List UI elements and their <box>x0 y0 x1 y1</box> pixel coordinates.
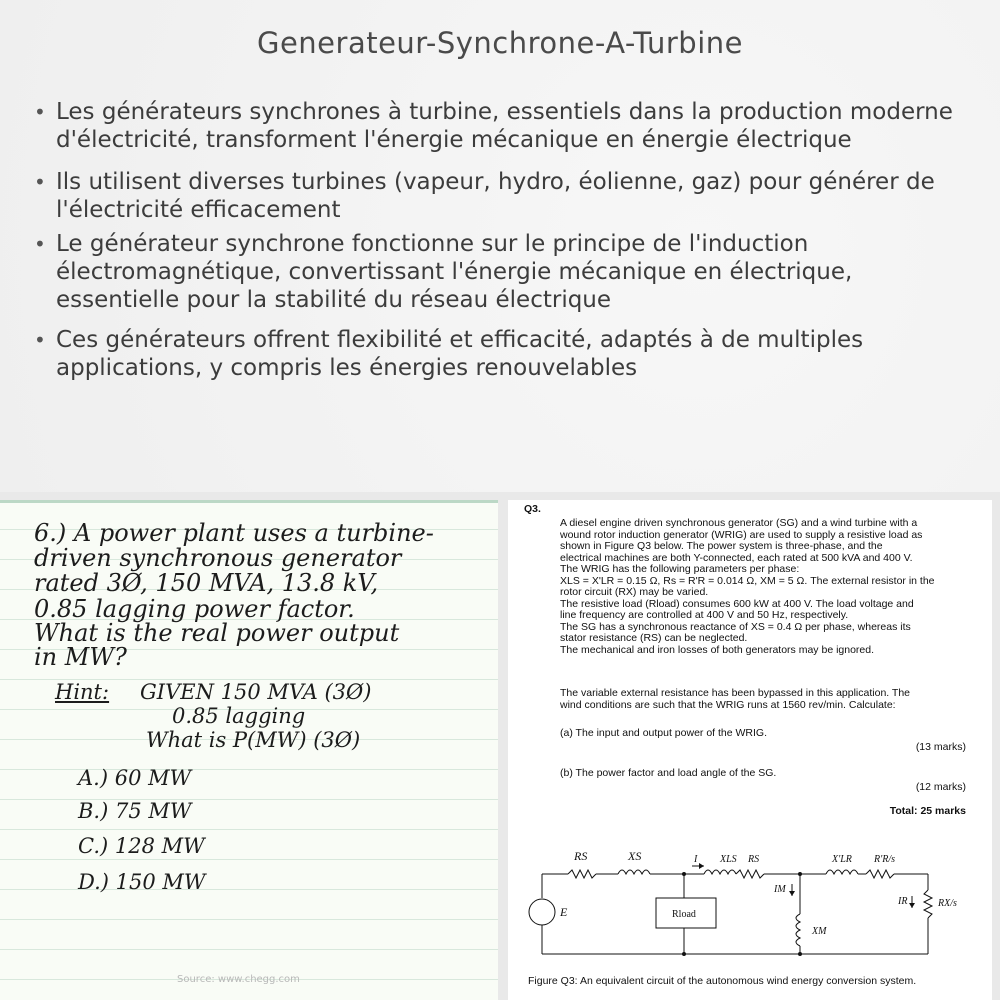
label-rs2: RS <box>748 854 760 865</box>
notebook-top-rule <box>0 500 498 503</box>
paragraph-line: A diesel engine driven synchronous generator (SG) and a wind turbine with a <box>560 517 918 529</box>
exam-question-sheet <box>508 500 992 1000</box>
answer-option: A.) 60 MW <box>78 766 192 790</box>
answer-option: D.) 150 MW <box>78 870 206 894</box>
resistor-rr <box>866 870 894 878</box>
question-paragraph-2 <box>560 688 970 711</box>
resistor-rs2 <box>736 870 764 878</box>
paragraph-line: rotor circuit (RX) may be varied. <box>560 586 709 598</box>
paragraph-line: The resistive load (Rload) consumes 600 kW at 400 V. The load voltage and <box>560 597 914 610</box>
paragraph-line: The SG has a synchronous reactance of XS = 0.4 Ω per phase, whereas its <box>560 620 911 633</box>
question-number: Q3. <box>524 503 541 515</box>
inductor-xm <box>796 914 800 946</box>
label-xls: XLS <box>720 854 737 865</box>
hint-line: What is P(MW) (3Ø) <box>146 728 361 752</box>
label-rr: R'R/s <box>874 854 896 865</box>
page-title: Generateur-Synchrone-A-Turbine <box>256 26 743 60</box>
answer-option: B.) 75 MW <box>78 799 192 823</box>
marks-a: (13 marks) <box>915 741 966 753</box>
label-ir: IR <box>898 896 908 907</box>
paragraph-line: The variable external resistance has been bypassed in this application. The <box>560 687 911 699</box>
question-line: rated 3Ø, 150 MVA, 13.8 kV, <box>34 569 379 597</box>
bullet-list <box>26 98 976 382</box>
label-xs: XS <box>628 849 642 863</box>
question-line: 0.85 lagging power factor. <box>34 595 355 623</box>
resistor-rx <box>924 890 932 918</box>
label-rx: RX/s <box>938 898 957 909</box>
paragraph-line: The WRIG has the following parameters per phase: <box>560 563 800 575</box>
question-line: driven synchronous generator <box>34 544 402 572</box>
hint-line: 0.85 lagging <box>172 704 306 728</box>
bullet-item: • Ces générateurs offrent flexibilité et efficacité, adaptés à de multiples applications, y compris les énergies renouvelables <box>26 326 976 382</box>
marks-b: (12 marks) <box>915 781 966 793</box>
voltage-source <box>529 899 555 925</box>
label-im: IM <box>774 884 786 895</box>
part-a: (a) The input and output power of the WRIG. <box>560 727 768 739</box>
label-rload: Rload <box>672 909 696 920</box>
hint-line: GIVEN 150 MVA (3Ø) <box>140 680 372 704</box>
paragraph-line: wound rotor induction generator (WRIG) are used to supply a resistive load as <box>560 528 923 541</box>
part-b: (b) The power factor and load angle of the SG. <box>560 767 777 779</box>
paragraph-line: stator resistance (RS) can be neglected. <box>560 632 748 644</box>
handwritten-notes <box>0 500 498 1000</box>
answer-option: C.) 128 MW <box>78 834 205 858</box>
bullet-item: • Les générateurs synchrones à turbine, essentiels dans la production moderne d'électricité, transforment l'énergie mécanique en énergie électrique <box>26 98 976 154</box>
question-line: in MW? <box>34 643 127 671</box>
resistor-rs <box>568 870 596 878</box>
total-marks: Total: 25 marks <box>889 805 966 817</box>
inductor-xls <box>704 870 736 874</box>
bullet-item: • Le générateur synchrone fonctionne sur le principe de l'induction électromagnétique, convertissant l'énergie mécanique en électrique, essentielle pour la stabilité du réseau électrique <box>26 230 976 314</box>
question-paragraph <box>560 518 970 656</box>
hint-label: Hint: <box>55 680 110 704</box>
question-line: 6.) A power plant uses a turbine- <box>34 519 434 547</box>
figure-caption: Figure Q3: An equivalent circuit of the autonomous wind energy conversion system. <box>528 975 917 987</box>
inductor-xs <box>618 870 650 874</box>
label-xm: XM <box>812 926 827 937</box>
circuit-diagram <box>508 840 992 980</box>
paragraph-line: line frequency are controlled at 400 V and 50 Hz, respectively. <box>560 609 849 621</box>
source-credit: Source: www.chegg.com <box>177 974 300 985</box>
paragraph-line: wind conditions are such that the WRIG runs at 1560 rev/min. Calculate: <box>560 698 896 711</box>
label-e: E <box>560 905 568 919</box>
paragraph-line: electrical machines are both Y-connected, each rated at 500 kVA and 400 V. <box>560 551 913 564</box>
question-line: What is the real power output <box>34 619 400 647</box>
label-xlr: X'LR <box>832 854 852 865</box>
paragraph-line: shown in Figure Q3 below. The power system is three-phase, and the <box>560 540 883 552</box>
paragraph-line: XLS = X'LR = 0.15 Ω, Rs = R'R = 0.014 Ω, XM = 5 Ω. The external resistor in the <box>560 574 935 587</box>
inductor-xlr <box>826 870 858 874</box>
paragraph-line: The mechanical and iron losses of both generators may be ignored. <box>560 643 875 656</box>
label-rs: RS <box>574 849 588 863</box>
label-i: I <box>694 854 698 865</box>
bullet-item: • Ils utilisent diverses turbines (vapeur, hydro, éolienne, gaz) pour générer de l'électricité efficacement <box>26 168 976 224</box>
